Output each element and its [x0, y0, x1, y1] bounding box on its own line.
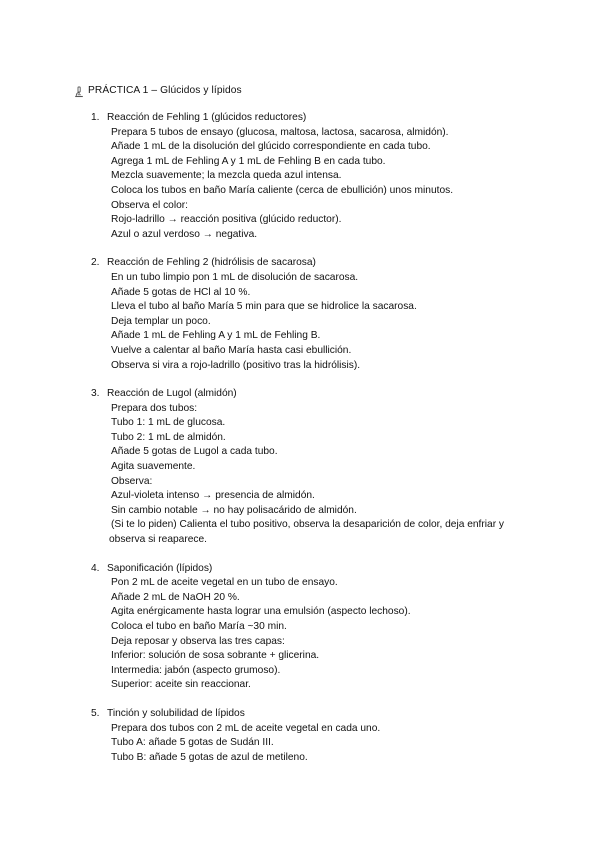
document-title-text: PRÁCTICA 1 – Glúcidos y lípidos: [88, 85, 242, 97]
section-step: Rojo-ladrillo → reacción positiva (glúcido reductor).: [111, 214, 342, 226]
section-1: [72, 111, 560, 242]
section-step: Coloca el tubo en baño María ~30 min.: [111, 621, 287, 632]
section-step: Sin cambio notable → no hay polisacárido de almidón.: [111, 504, 357, 516]
section-step: Añade 1 mL de la disolución del glúcido correspondiente en cada tubo.: [111, 141, 431, 153]
section-step: Tubo A: añade 5 gotas de Sudán III.: [111, 737, 274, 749]
section-step: Intermedia: jabón (aspecto grumoso).: [111, 664, 281, 676]
section-title: Tinción y solubilidad de lípidos: [107, 707, 245, 719]
section-step: Añade 1 mL de Fehling A y 1 mL de Fehling B.: [111, 330, 321, 342]
section-step: Agita suavemente.: [111, 461, 196, 473]
section-step: Lleva el tubo al baño María 5 min para que se hidrolice la sacarosa.: [111, 301, 417, 313]
section-step: Observa:: [111, 475, 153, 487]
section-step: Deja reposar y observa las tres capas:: [111, 635, 285, 647]
section-step: Azul-violeta intenso → presencia de almidón.: [111, 490, 315, 502]
section-step: Agita enérgicamente hasta lograr una emulsión (aspecto lechoso).: [111, 606, 411, 618]
section-step: Prepara dos tubos:: [111, 402, 198, 414]
section-number: 5.: [91, 707, 100, 719]
section-number: 4.: [91, 562, 100, 574]
section-3: [72, 387, 560, 548]
section-step: Tubo 1: 1 mL de glucosa.: [111, 417, 226, 429]
section-title: Reacción de Fehling 2 (hidrólisis de sacarosa): [107, 257, 316, 269]
practice-sections: [72, 111, 560, 765]
section-step: Deja templar un poco.: [111, 315, 211, 327]
section-step: Prepara dos tubos con 2 mL de aceite vegetal en cada uno.: [111, 722, 381, 734]
section-heading: [72, 387, 560, 402]
document-title: [72, 84, 560, 99]
section-title: Saponificación (lípidos): [107, 562, 213, 574]
section-step: Pon 2 mL de aceite vegetal en un tubo de ensayo.: [111, 577, 338, 589]
microscope-icon: [72, 85, 85, 98]
section-step: Tubo 2: 1 mL de almidón.: [111, 431, 226, 443]
section-title: Reacción de Lugol (almidón): [107, 388, 237, 400]
section-number: 3.: [91, 388, 100, 400]
section-step: Añade 5 gotas de HCl al 10 %.: [111, 286, 251, 298]
section-heading: [72, 562, 560, 577]
section-step: Observa si vira a rojo-ladrillo (positivo tras la hidrólisis).: [111, 359, 361, 371]
section-step: Observa el color:: [111, 199, 189, 211]
section-heading: [72, 111, 560, 126]
section-step: Agrega 1 mL de Fehling A y 1 mL de Fehling B en cada tubo.: [111, 155, 386, 167]
section-step: Añade 2 mL de NaOH 20 %.: [111, 591, 240, 603]
section-heading: [72, 707, 560, 722]
section-step: Azul o azul verdoso → negativa.: [111, 228, 258, 240]
section-step: Inferior: solución de sosa sobrante + glicerina.: [111, 650, 320, 662]
section-heading: [72, 256, 560, 271]
section-step: Coloca los tubos en baño María caliente (cerca de ebullición) unos minutos.: [111, 184, 454, 196]
section-2: [72, 256, 560, 373]
section-step: Superior: aceite sin reaccionar.: [111, 679, 251, 691]
section-number: 2.: [91, 257, 100, 269]
section-title: Reacción de Fehling 1 (glúcidos reductores): [107, 112, 307, 123]
section-number: 1.: [91, 112, 100, 123]
section-step: Prepara 5 tubos de ensayo (glucosa, maltosa, lactosa, sacarosa, almidón).: [111, 126, 449, 138]
section-step: Vuelve a calentar al baño María hasta casi ebullición.: [111, 344, 352, 356]
section-5: [72, 707, 560, 765]
section-step: En un tubo limpio pon 1 mL de disolución de sacarosa.: [111, 271, 359, 283]
section-4: [72, 562, 560, 693]
section-step: (Si te lo piden) Calienta el tubo positivo, observa la desaparición de color, deja enfriar y observa si reaparece.: [109, 519, 505, 546]
section-step: Añade 5 gotas de Lugol a cada tubo.: [111, 446, 278, 458]
section-step: Mezcla suavemente; la mezcla queda azul intensa.: [111, 170, 342, 182]
section-step: Tubo B: añade 5 gotas de azul de metileno.: [111, 751, 308, 763]
